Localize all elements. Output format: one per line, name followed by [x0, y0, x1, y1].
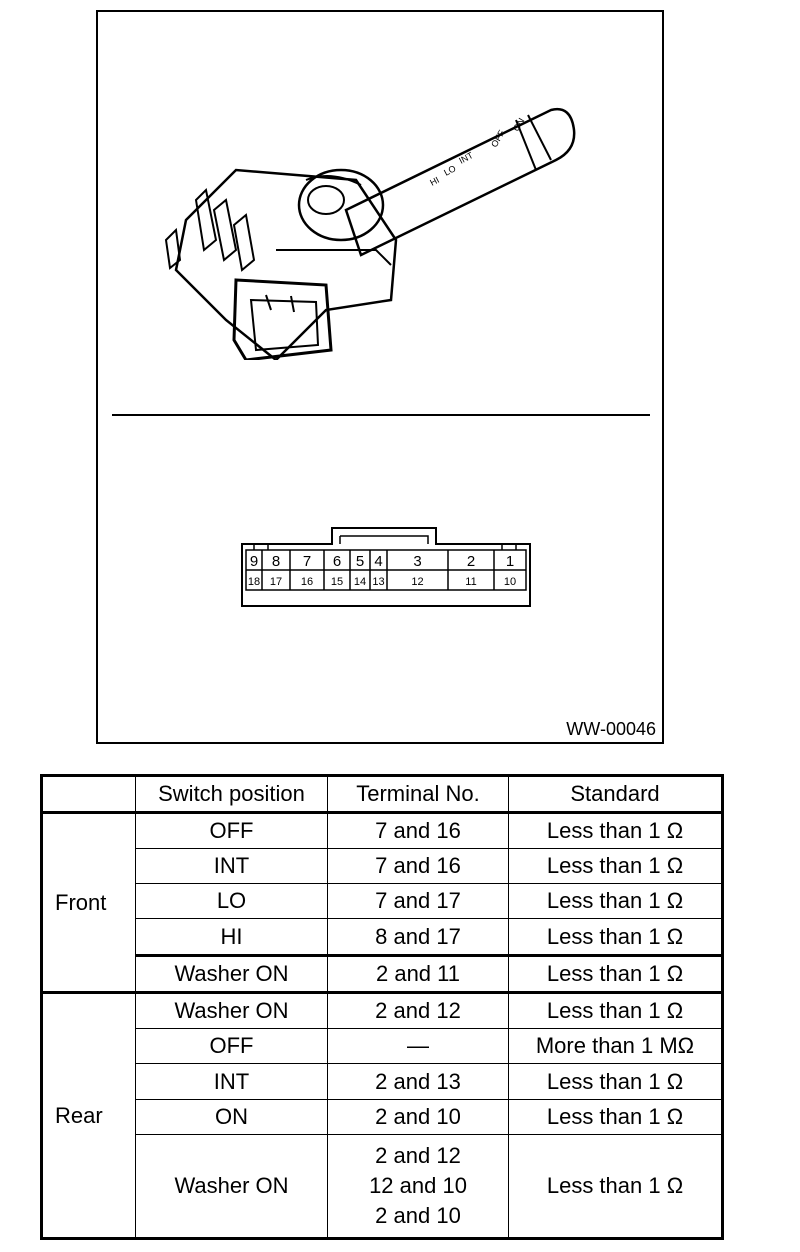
terminal-line: 2 and 10: [375, 1202, 461, 1228]
connector-terminal-label: 16: [300, 576, 314, 588]
switch-position-cell: Washer ON: [136, 955, 328, 992]
terminal-cell: [328, 1134, 509, 1238]
terminal-cell: 2 and 11: [328, 955, 509, 992]
table-row: [42, 993, 723, 1029]
standard-cell: Less than 1 Ω: [509, 993, 723, 1029]
figure-divider: [112, 414, 650, 416]
connector-terminal-label: 7: [302, 553, 312, 570]
connector-terminal-label: 17: [269, 576, 283, 588]
connector-terminal-label: 4: [374, 553, 383, 570]
switch-position-cell: LO: [136, 884, 328, 919]
terminal-cell: 7 and 17: [328, 884, 509, 919]
header-standard: Standard: [509, 776, 723, 813]
switch-position-cell: Washer ON: [136, 1134, 328, 1238]
terminal-cell: 2 and 10: [328, 1099, 509, 1134]
standard-cell: More than 1 MΩ: [509, 1029, 723, 1064]
table-row: [42, 955, 723, 992]
table-row: [42, 1134, 723, 1238]
connector-terminal-label: 8: [271, 553, 281, 570]
figure-panel: [96, 10, 664, 744]
connector-terminal-label: 14: [353, 576, 367, 588]
standard-cell: Less than 1 Ω: [509, 813, 723, 849]
table-row: [42, 1029, 723, 1064]
terminal-cell: 7 and 16: [328, 813, 509, 849]
table-row: [42, 1064, 723, 1099]
terminal-line: 12 and 10: [369, 1172, 467, 1198]
terminal-line: 2 and 12: [375, 1142, 461, 1168]
connector-terminal-label: 2: [466, 553, 476, 570]
switch-position-cell: INT: [136, 849, 328, 884]
connector-terminal-label: 9: [249, 553, 259, 570]
terminal-cell: 8 and 17: [328, 919, 509, 955]
connector-terminal-label: 6: [332, 553, 342, 570]
lever-label-on: ON: [511, 116, 527, 133]
header-terminal-no: Terminal No.: [328, 776, 509, 813]
connector-terminal-label: 3: [413, 553, 422, 570]
figure-code: WW-00046: [566, 719, 656, 739]
connector-terminal-label: 13: [372, 576, 385, 588]
table-row: [42, 849, 723, 884]
group-label: Rear: [42, 993, 136, 1239]
terminal-cell: 2 and 12: [328, 993, 509, 1029]
standard-cell: Less than 1 Ω: [509, 849, 723, 884]
connector-terminal-diagram: [240, 524, 532, 608]
terminal-cell: 7 and 16: [328, 849, 509, 884]
switch-position-cell: OFF: [136, 1029, 328, 1064]
switch-position-cell: HI: [136, 919, 328, 955]
switch-position-cell: OFF: [136, 813, 328, 849]
connector-terminal-label: 15: [330, 576, 344, 588]
wiper-switch-illustration: [156, 60, 596, 360]
switch-spec-table: [40, 774, 724, 1240]
connector-terminal-label: 10: [503, 576, 517, 588]
connector-terminal-label: 5: [355, 553, 365, 570]
terminal-cell: 2 and 13: [328, 1064, 509, 1099]
standard-cell: Less than 1 Ω: [509, 1134, 723, 1238]
standard-cell: Less than 1 Ω: [509, 1064, 723, 1099]
group-label: Front: [42, 813, 136, 993]
connector-terminal-label: 18: [247, 576, 261, 588]
lever-label-hi: HI: [428, 174, 441, 188]
lever-label-lo: LO: [442, 163, 458, 178]
table-row: [42, 1099, 723, 1134]
standard-cell: Less than 1 Ω: [509, 1099, 723, 1134]
table-row: [42, 919, 723, 955]
terminal-cell: —: [328, 1029, 509, 1064]
switch-position-cell: INT: [136, 1064, 328, 1099]
switch-position-cell: Washer ON: [136, 993, 328, 1029]
switch-position-cell: ON: [136, 1099, 328, 1134]
lever-label-off: OFF: [489, 128, 507, 149]
connector-terminal-label: 12: [411, 576, 424, 588]
table-row: [42, 813, 723, 849]
standard-cell: Less than 1 Ω: [509, 919, 723, 955]
standard-cell: Less than 1 Ω: [509, 955, 723, 992]
header-switch-position: Switch position: [136, 776, 328, 813]
lever-label-int: INT: [457, 150, 475, 166]
header-group: [42, 776, 136, 813]
connector-terminal-label: 1: [505, 553, 515, 570]
standard-cell: Less than 1 Ω: [509, 884, 723, 919]
table-row: [42, 884, 723, 919]
connector-terminal-label: 11: [465, 576, 477, 588]
